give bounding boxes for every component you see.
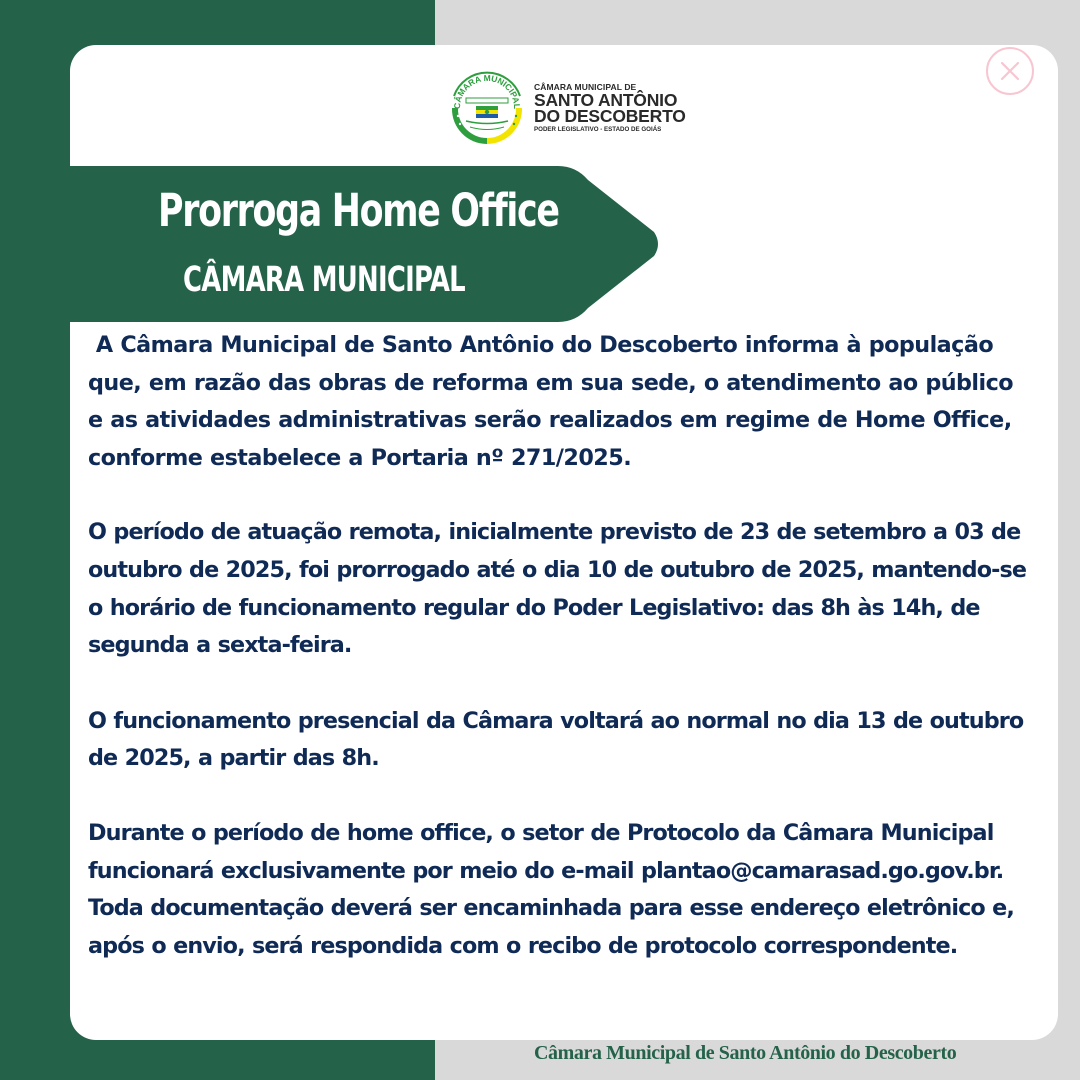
- logo-line-2: SANTO ANTÔNIO: [534, 90, 678, 110]
- camara-seal-icon: [446, 68, 528, 150]
- paragraph-1: [88, 327, 1029, 477]
- logo-line-3: DO DESCOBERTO: [534, 106, 686, 126]
- close-button[interactable]: [986, 47, 1034, 95]
- footer-credit: Câmara Municipal de Santo Antônio do Descoberto: [534, 1042, 957, 1064]
- close-icon: [988, 49, 1032, 93]
- logo-line-1: CÂMARA MUNICIPAL DE: [534, 82, 637, 92]
- logo-line-4: PODER LEGISLATIVO - ESTADO DE GOIÁS: [534, 126, 662, 133]
- notice-body: [88, 327, 1038, 965]
- paragraph-3: O funcionamento presencial da Câmara voltará ao normal no dia 13 de outubro de 2025, a partir das 8h.: [88, 707, 1024, 772]
- paragraph-4: Durante o período de home office, o setor de Protocolo da Câmara Municipal funcionará exclusivamente por meio do e-mail plantao@camarasad.go.gov.br. Toda documentação deverá ser encaminhada para esse endereço eletrônico e, após o envio, será respondida com o recibo de protocolo correspondente.: [88, 819, 1014, 959]
- banner-subtitle: CÂMARA MUNICIPAL: [183, 260, 465, 300]
- paragraph-2: O período de atuação remota, inicialmente previsto de 23 de setembro a 03 de outubro de 2025, foi prorrogado até o dia 10 de outubro de 2025, mantendo-se o horário de funcionamento regular do Poder Legislativo: das 8h às 14h, de segunda a sexta-feira.: [88, 519, 1027, 659]
- svg-text:CÂMARA MUNICIPAL: CÂMARA MUNICIPAL: [451, 72, 523, 110]
- title-banner: [70, 166, 662, 322]
- camara-logo: [446, 68, 686, 150]
- logo-wordmark: [534, 82, 694, 135]
- paragraph-1-text: A Câmara Municipal de Santo Antônio do Descoberto informa à população que, em razão das obras de reforma em sua sede, o atendimento ao público e as atividades administrativas serão realizados em regime de Home Office, conforme estabelece a Portaria nº 271/2025.: [88, 332, 1014, 471]
- banner-title: Prorroga Home Office: [158, 184, 559, 237]
